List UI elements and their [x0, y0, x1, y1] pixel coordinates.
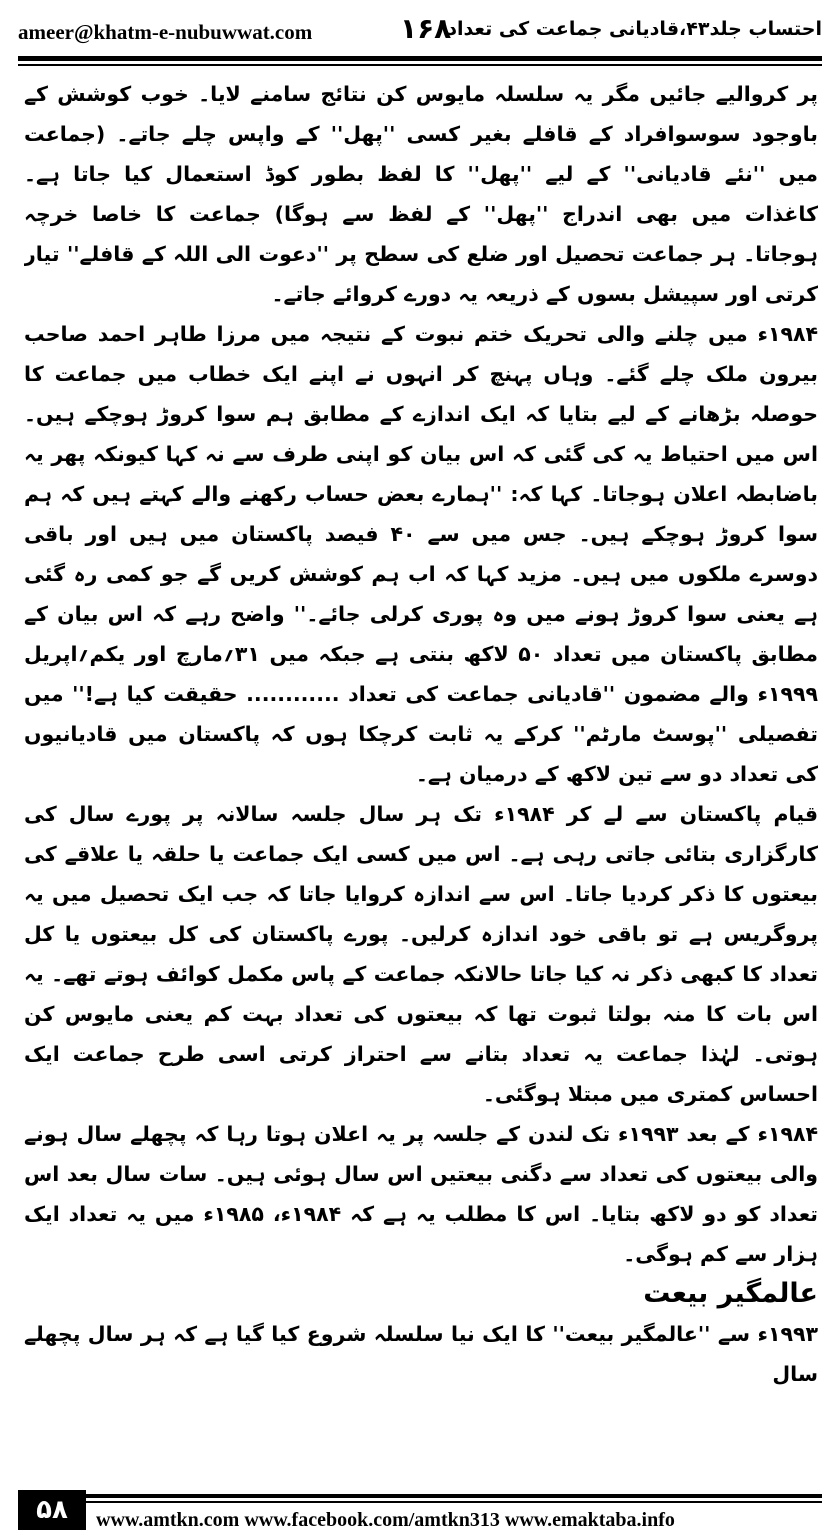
paragraph-5: ۱۹۹۳ء سے ''عالمگیر بیعت'' کا ایک نیا سلسلہ شروع کیا گیا ہے کہ ہر سال پچھلے سال: [24, 1322, 818, 1386]
header-title: احتساب جلد۴۳،قادیانی جماعت کی تعداد: [447, 18, 822, 40]
footer-rule-thick: [18, 1494, 822, 1498]
article-body: [24, 74, 818, 1454]
header-email: ameer@khatm-e-nubuwwat.com: [18, 20, 313, 44]
paragraph-2: ۱۹۸۴ء میں چلنے والی تحریک ختم نبوت کے نتیجہ میں مرزا طاہر احمد صاحب بیرون ملک چلے گئے۔ وہاں پہنچ کر انہوں نے اپنے ایک خطاب میں جماعت کا حوصلہ بڑھانے کے لیے بتایا کہ ایک اندازے کے مطابق ہم سوا کروڑ ہوچکے ہیں۔ اس میں احتیاط یہ کی گئی کہ اس بیان کو اپنی طرف سے نہ کہا کیونکہ پھر یہ باضابطہ اعلان ہوجاتا۔ کہا کہ: ''ہمارے بعض حساب رکھنے والے کہتے ہیں کہ ہم سوا کروڑ ہوچکے ہیں۔ جس میں سے ۴۰ فیصد پاکستان میں ہیں اور باقی دوسرے ملکوں میں ہیں۔ مزید کہا کہ اب ہم کوشش کریں گے جو کمی رہ گئی ہے یعنی سوا کروڑ ہونے میں وہ پوری کرلی جائے۔'' واضح رہے کہ اس بیان کے مطابق پاکستان میں تعداد ۵۰ لاکھ بنتی ہے جبکہ میں ۳۱؍مارچ اور یکم؍اپریل ۱۹۹۹ء والے مضمون ''قادیانی جماعت کی تعداد ............ حقیقت کیا ہے!'' میں تفصیلی ''پوسٹ مارٹم'' کرکے یہ ثابت کرچکا ہوں کہ پاکستان میں قادیانیوں کی تعداد دو سے تین لاکھ کے درمیان ہے۔: [24, 322, 818, 786]
paragraph-1: پر کروالیے جائیں مگر یہ سلسلہ مایوس کن نتائج سامنے لایا۔ خوب کوشش کے باوجود سوسوافراد کے قافلے بغیر کسی ''پھل'' کے واپس چلے جاتے۔ (جماعت میں ''نئے قادیانی'' کے لیے ''پھل'' کا لفظ بطور کوڈ استعمال کیا جاتا ہے۔ کاغذات میں بھی اندراج ''پھل'' کے لفظ سے ہوگا) جماعت کا خاصا خرچہ ہوجاتا۔ ہر جماعت تحصیل اور ضلع کی سطح پر ''دعوت الی اللہ کے قافلے'' تیار کرتی اور سپیشل بسوں کے ذریعہ یہ دورے کروائے جاتے۔: [24, 82, 818, 306]
paragraph-4: ۱۹۸۴ء کے بعد ۱۹۹۳ء تک لندن کے جلسہ پر یہ اعلان ہوتا رہا کہ پچھلے سال ہونے والی بیعتوں کی تعداد سے دگنی بیعتیں اس سال ہوئی ہیں۔ سات سال بعد اس تعداد کو دو لاکھ بتایا۔ اس کا مطلب یہ ہے کہ ۱۹۸۴ء، ۱۹۸۵ء میں یہ تعداد ایک ہزار سے کم ہوگی۔: [24, 1122, 818, 1266]
page-header: [18, 12, 822, 54]
footer-page-number: ۵۸: [18, 1490, 86, 1530]
footer-rule-thin: [18, 1501, 822, 1503]
paragraph-3: قیام پاکستان سے لے کر ۱۹۸۴ء تک ہر سال جلسہ سالانہ پر پورے سال کی کارگزاری بتائی جاتی رہی ہے۔ اس میں کسی ایک جماعت یا حلقہ یا علاقے کی بیعتوں کا ذکر کردیا جاتا۔ اس سے اندازہ کروایا جاتا کہ جب ایک تحصیل میں یہ پروگریس ہے تو باقی خود اندازہ کرلیں۔ پورے پاکستان کی کل بیعتوں یا کل تعداد کا کبھی ذکر نہ کیا جاتا حالانکہ جماعت کے پاس مکمل کوائف ہوتے تھے۔ یہ اس بات کا منہ بولتا ثبوت تھا کہ بیعتوں کی تعداد بہت کم یعنی مایوس کن ہوتی۔ لہٰذا جماعت یہ تعداد بتانے سے احتراز کرتی اسی طرح جماعت ایک احساس کمتری میں مبتلا ہوگئی۔: [24, 802, 818, 1106]
section-heading: عالمگیر بیعت: [643, 1278, 818, 1309]
header-page-number: ۱۶۸: [400, 12, 452, 45]
footer-links[interactable]: www.amtkn.com www.facebook.com/amtkn313 www.emaktaba.info: [96, 1509, 675, 1531]
header-rule-thin: [18, 64, 822, 66]
header-rule-thick: [18, 56, 822, 61]
